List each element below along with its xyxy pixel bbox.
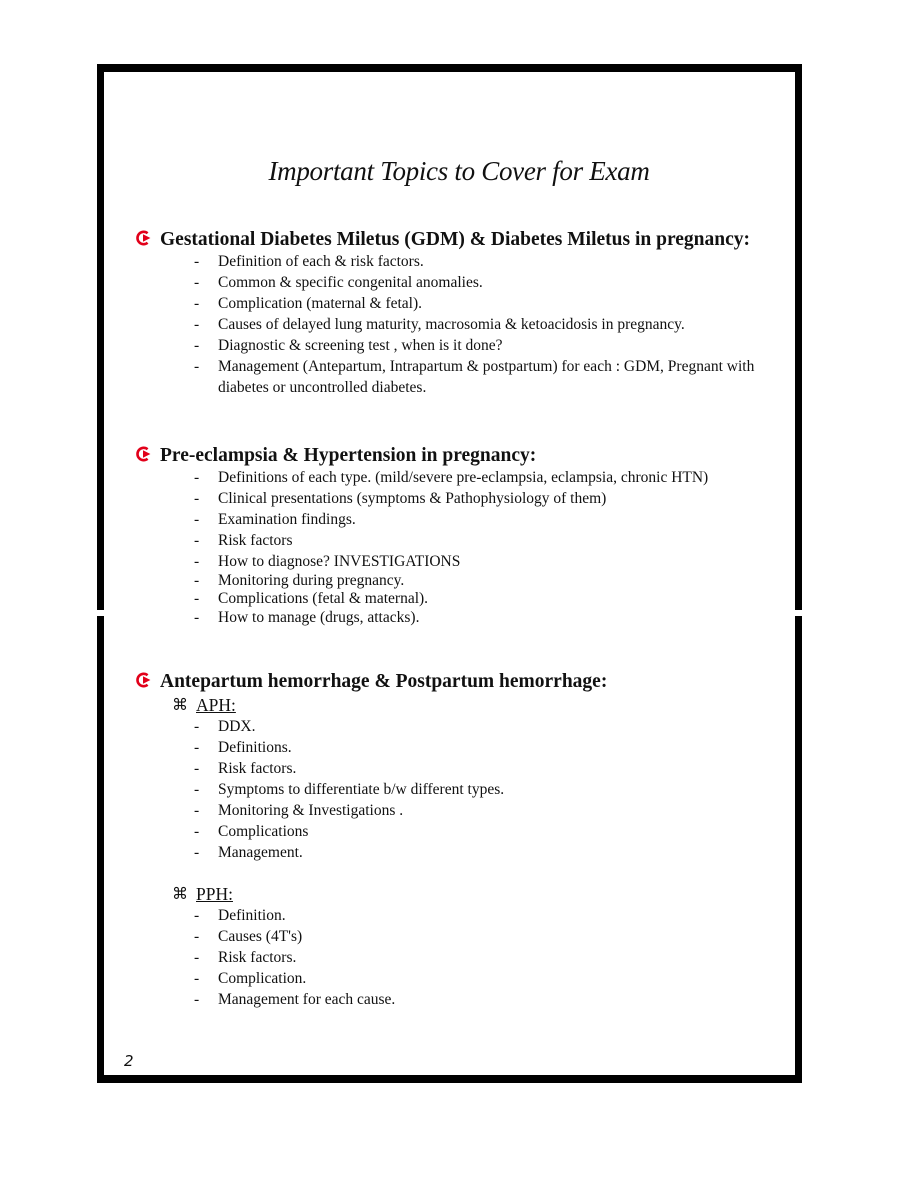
section-preeclampsia — [136, 444, 776, 628]
list-item: - Clinical presentations (symptoms & Pathophysiology of them) — [194, 490, 607, 507]
section-hemorrhage — [136, 670, 776, 1010]
border-gap — [792, 610, 804, 616]
list-item: - Definitions. — [194, 739, 292, 756]
topic-list — [136, 716, 776, 863]
topic-list — [136, 251, 776, 398]
topic-list — [136, 467, 776, 628]
list-item: - Causes (4T's) — [194, 928, 303, 945]
list-item: - Risk factors — [194, 532, 293, 549]
section-heading-text: Gestational Diabetes Miletus (GDM) & Diabetes Miletus in pregnancy: — [160, 229, 750, 250]
command-key-icon: ⌘ — [172, 695, 188, 714]
list-item: - Definition of each & risk factors. — [194, 253, 424, 270]
subsection-heading-aph: ⌘ APH: — [172, 695, 236, 715]
list-item: - Management. — [194, 844, 303, 861]
list-item: - How to diagnose? INVESTIGATIONS — [194, 553, 461, 570]
list-item: - Complications — [194, 823, 309, 840]
list-item: - DDX. — [194, 718, 256, 735]
subsection-heading-pph: ⌘ PPH: — [172, 884, 233, 904]
circle-arrow-right-icon — [136, 446, 152, 462]
list-item: - Common & specific congenital anomalies. — [194, 274, 483, 291]
section-heading — [136, 670, 776, 693]
topic-list — [136, 905, 776, 1010]
list-item: - Monitoring during pregnancy. — [194, 572, 405, 589]
list-item: - Risk factors. — [194, 760, 297, 777]
section-heading — [136, 444, 776, 467]
page-title: Important Topics to Cover for Exam — [268, 156, 650, 186]
list-item: - How to manage (drugs, attacks). — [194, 609, 420, 626]
list-item: - Management for each cause. — [194, 991, 396, 1008]
page-number: 2 — [124, 1052, 134, 1070]
list-item: - Management (Antepartum, Intrapartum & postpartum) for each : GDM, Pregnant with diabetes or uncontrolled diabetes. — [194, 358, 755, 396]
section-gdm — [136, 228, 776, 398]
list-item: - Diagnostic & screening test , when is it done? — [194, 337, 503, 354]
list-item: - Symptoms to differentiate b/w different types. — [194, 781, 505, 798]
list-item: - Monitoring & Investigations . — [194, 802, 404, 819]
list-item: - Examination findings. — [194, 511, 356, 528]
list-item: - Causes of delayed lung maturity, macrosomia & ketoacidosis in pregnancy. — [194, 316, 685, 333]
list-item: - Complication (maternal & fetal). — [194, 295, 423, 312]
list-item: - Risk factors. — [194, 949, 297, 966]
section-heading — [136, 228, 776, 251]
command-key-icon: ⌘ — [172, 884, 188, 903]
list-item: - Definitions of each type. (mild/severe pre-eclampsia, eclampsia, chronic HTN) — [194, 469, 709, 486]
list-item: - Complication. — [194, 970, 307, 987]
circle-arrow-right-icon — [136, 672, 152, 688]
section-heading-text: Pre-eclampsia & Hypertension in pregnancy: — [160, 445, 537, 466]
border-gap — [95, 610, 107, 616]
section-heading-text: Antepartum hemorrhage & Postpartum hemorrhage: — [160, 671, 608, 692]
list-item: - Complications (fetal & maternal). — [194, 590, 429, 607]
list-item: - Definition. — [194, 907, 286, 924]
circle-arrow-right-icon — [136, 230, 152, 246]
